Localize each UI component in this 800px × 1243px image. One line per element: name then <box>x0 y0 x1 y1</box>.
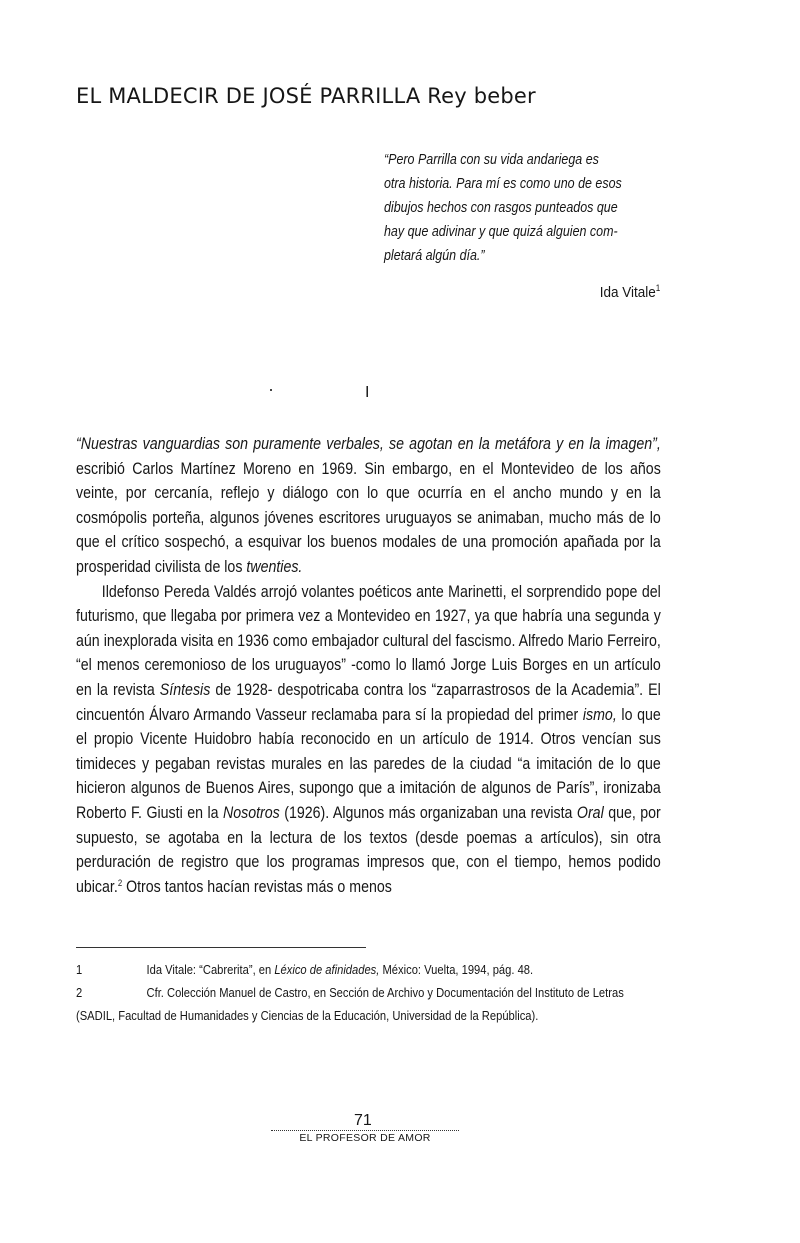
footnote-number: 2 <box>76 985 83 1000</box>
footnote <box>76 981 661 1027</box>
chapter-title: EL MALDECIR DE JOSÉ PARRILLA Rey beber <box>76 84 536 108</box>
italic-term: Oral <box>576 803 604 822</box>
italic-term: twenties. <box>246 557 303 576</box>
footnote-ref-2: 2 <box>117 877 123 888</box>
paragraph-text: de 1928- despotricaba contra los “zaparrastrosos de la Academia”. El cincuentón Álvaro Armando Vasseur reclamaba para sí la propiedad del primer <box>76 680 661 724</box>
stray-print-mark <box>270 389 272 391</box>
paragraph-text: Otros tantos hacían revistas más o menos <box>122 877 392 896</box>
italic-term: Nosotros <box>222 803 280 822</box>
body-text <box>76 432 661 899</box>
footnote-ref-1: 1 <box>655 283 660 293</box>
paragraph-text: escribió Carlos Martínez Moreno en 1969. Sin embargo, en el Montevideo de los años veinte, por cercanía, reflejo y diálogo con lo que ocurría en el ancho mundo y en la cosmópolis porteña, algunos jóvenes escritores uruguayos se animaban, mucho más de lo que el crítico sospechó, a esquivar los buenos modales de una promoción apañada por la prosperidad civilista de los <box>76 459 661 576</box>
page-number: 71 <box>354 1112 372 1129</box>
footnote-text: Cfr. Colección Manuel de Castro, en Sección de Archivo y Documentación del Instituto de Letras (SADIL, Facultad de Humanidades y Ciencias de la Educación, Universidad de la República). <box>76 985 624 1023</box>
footnote <box>76 958 661 981</box>
footnote-text: Ida Vitale: “Cabrerita”, en <box>146 962 275 977</box>
epigraph-quote <box>384 148 625 268</box>
epigraph-line: pletará algún día.” <box>384 248 485 264</box>
footnote-divider <box>76 947 366 948</box>
paragraph-text: lo que el propio Vicente Huidobro había reconocido en un artículo de 1914. Otros vencían sus timideces y pegaban revistas murales en las paredes de la ciudad “a imitación de lo que hicieron algunos de Buenos Aires, supongo que a imitación de algunos de París”, ironizaba Roberto F. Giusti en la <box>76 705 661 822</box>
epigraph-author-name: Ida Vitale <box>599 284 656 301</box>
epigraph-author <box>599 284 660 301</box>
italic-term: ismo, <box>582 705 617 724</box>
paragraph-text: Ildefonso Pereda Valdés arrojó volantes poéticos ante Marinetti, el sorprendido pope del futurismo, que llegaba por primera vez a Montevideo en 1927, ya que habría una segunda y aún inexplorada visita en 1936 como embajador cultural del fascismo. Alfredo Mario Ferreiro, “el menos ceremonioso de los uruguayos” -como lo llamó Jorge Luis Borges en un artículo en la revista <box>76 582 661 699</box>
epigraph-line: otra historia. Para mí es como uno de esos <box>384 176 622 192</box>
opening-quote: “Nuestras vanguardias son puramente verbales, se agotan en la metáfora y en la imagen”, <box>76 435 661 453</box>
epigraph-line: dibujos hechos con rasgos punteados que <box>384 200 618 216</box>
footnote-italic: Léxico de afinidades, <box>274 962 380 977</box>
epigraph-line: hay que adivinar y que quizá alguien com- <box>384 224 618 240</box>
epigraph-line: “Pero Parrilla con su vida andariega es <box>384 152 599 168</box>
italic-term: Síntesis <box>159 680 211 699</box>
section-number: I <box>365 384 370 401</box>
paragraph-text: (1926). Algunos más organizaban una revista <box>279 803 577 822</box>
footnotes <box>76 958 661 1027</box>
footnote-number: 1 <box>76 962 83 977</box>
paragraph <box>76 432 661 580</box>
paragraph <box>76 580 661 900</box>
paragraph-text: que, por supuesto, se agotaba en la lectura de los textos (desde poemas a artículos), sin otra perduración de registro que los programas impresos que, con el tiempo, hemos podido ubicar. <box>76 803 661 896</box>
running-footer: EL PROFESOR DE AMOR <box>271 1130 459 1144</box>
footnote-text: México: Vuelta, 1994, pág. 48. <box>379 962 534 977</box>
